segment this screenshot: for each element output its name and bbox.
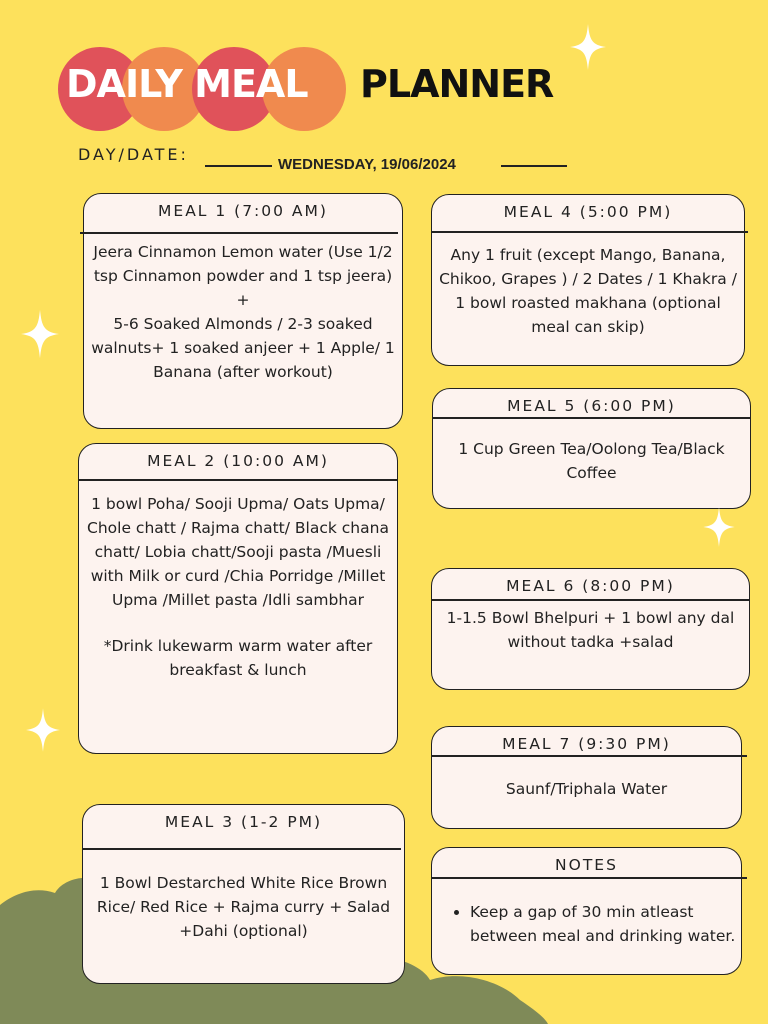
meal-2-line: *Drink lukewarm warm water after breakfast & lunch: [103, 637, 373, 679]
meal-3-divider: [83, 848, 401, 850]
notes-list: [436, 900, 737, 948]
notes-divider: [432, 877, 747, 879]
meal-1-card: [83, 193, 403, 429]
meal-4-title: MEAL 4 (5:00 PM): [503, 203, 673, 221]
meal-4-card: [431, 194, 745, 366]
notes-card: [431, 847, 742, 975]
meal-3-title: MEAL 3 (1-2 PM): [164, 813, 323, 831]
sparkle-icon: [570, 24, 606, 70]
notes-title: NOTES: [555, 856, 618, 874]
meal-3-line: 1 Bowl Destarched White Rice Brown Rice/ Red Rice + Rajma curry + Salad +Dahi (optional): [96, 874, 391, 940]
meal-3-card: [82, 804, 405, 984]
meal-1-body: [88, 240, 398, 384]
notes-item: • Keep a gap of 30 min atleast between meal and drinking water.: [470, 900, 737, 948]
date-value: WEDNESDAY, 19/06/2024: [278, 156, 456, 173]
meal-1-line: 5-6 Soaked Almonds / 2-3 soaked walnuts+ 1 soaked anjeer + 1 Apple/ 1 Banana (after workout): [91, 315, 395, 381]
meal-7-line: Saunf/Triphala Water: [505, 780, 668, 798]
meal-6-card: [431, 568, 750, 690]
meal-1-line: Jeera Cinnamon Lemon water (Use 1/2 tsp Cinnamon powder and 1 tsp jeera): [93, 243, 393, 285]
meal-5-body: [437, 437, 746, 485]
title-daily-meal: DAILY MEAL: [66, 62, 308, 106]
date-line-right: [501, 165, 567, 167]
meal-6-title: MEAL 6 (8:00 PM): [506, 577, 675, 595]
notes-body: [436, 900, 737, 948]
meal-6-body: [436, 606, 745, 654]
meal-4-body: [436, 243, 740, 339]
meal-2-divider: [79, 479, 397, 481]
title-planner: PLANNER: [360, 62, 554, 106]
meal-2-line: 1 bowl Poha/ Sooji Upma/ Oats Upma/ Chole chatt / Rajma chatt/ Black chana chatt/ Lobia chatt/Sooji pasta /Muesli with Milk or curd /Chia Porridge /Millet Upma /Millet pasta /Idli sambhar: [87, 495, 389, 609]
meal-1-title: MEAL 1 (7:00 AM): [158, 202, 328, 220]
meal-5-line: 1 Cup Green Tea/Oolong Tea/Black Coffee: [458, 440, 725, 482]
meal-2-card: [78, 443, 398, 754]
sparkle-icon: [703, 507, 735, 547]
date-line-left: [205, 165, 272, 167]
meal-5-divider: [433, 417, 750, 419]
meal-4-divider: [432, 231, 748, 233]
meal-1-line: +: [236, 291, 250, 309]
meal-3-body: [87, 871, 400, 943]
meal-6-line: 1-1.5 Bowl Bhelpuri + 1 bowl any dal without tadka +salad: [446, 609, 735, 651]
meal-6-divider: [432, 599, 749, 601]
meal-7-card: [431, 726, 742, 829]
meal-7-body: [436, 777, 737, 801]
meal-4-line: Any 1 fruit (except Mango, Banana, Chikoo, Grapes ) / 2 Dates / 1 Khakra / 1 bowl roasted makhana (optional meal can skip): [439, 246, 737, 336]
sparkle-icon: [26, 708, 60, 752]
meal-7-title: MEAL 7 (9:30 PM): [502, 735, 671, 753]
meal-2-title: MEAL 2 (10:00 AM): [147, 452, 329, 470]
meal-5-title: MEAL 5 (6:00 PM): [507, 397, 676, 415]
sparkle-icon: [21, 308, 59, 360]
day-date-label: DAY/DATE:: [78, 145, 189, 164]
meal-5-card: [432, 388, 751, 509]
meal-7-divider: [432, 755, 747, 757]
meal-1-divider: [80, 232, 398, 234]
meal-2-body: [83, 492, 393, 682]
